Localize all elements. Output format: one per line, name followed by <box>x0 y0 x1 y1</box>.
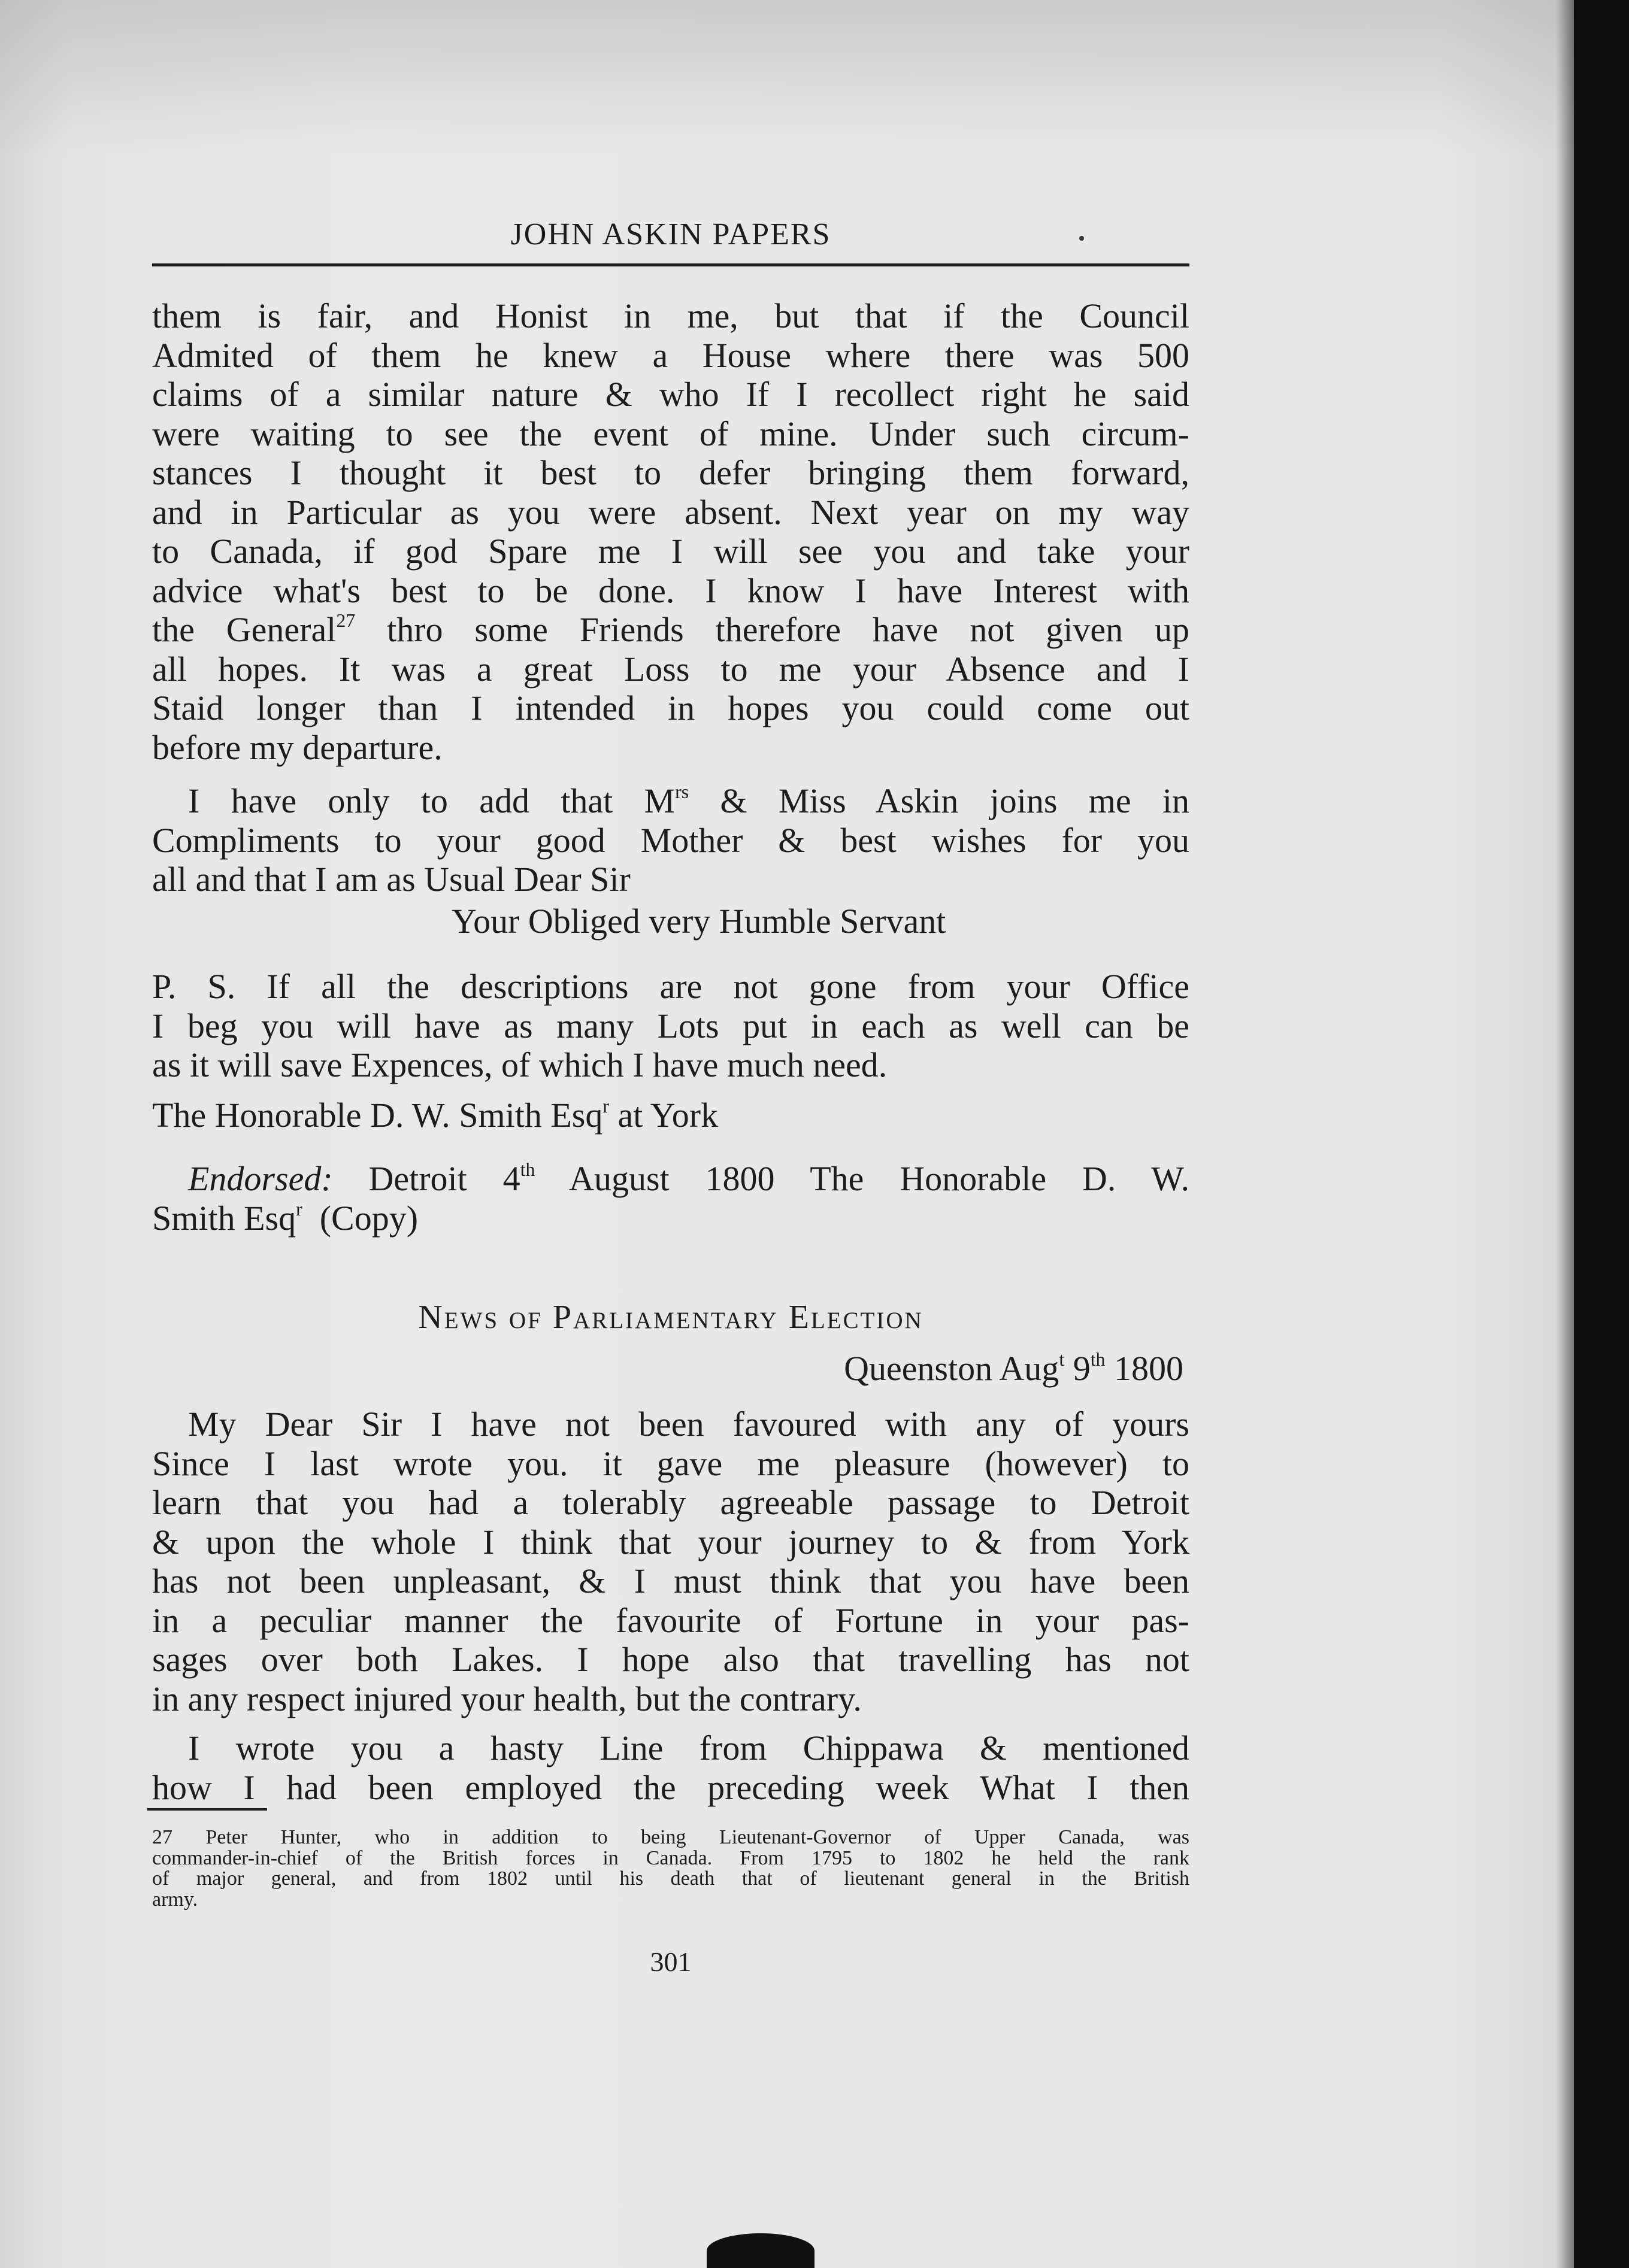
superscript: th <box>520 1159 535 1181</box>
text-line <box>152 650 1189 689</box>
text-run: Smith Esq <box>152 1198 296 1238</box>
text-line <box>152 532 1189 571</box>
text-run: thro some Friends therefore have not given up <box>355 610 1190 649</box>
letter-closing: Your Obliged very Humble Servant <box>452 902 946 941</box>
address-line <box>152 1096 1189 1135</box>
paragraph-1 <box>152 296 1189 767</box>
text-run: (Copy) <box>302 1198 419 1238</box>
footnote-rule <box>147 1808 267 1811</box>
text-run: The Honorable D. W. Smith Esq <box>152 1096 603 1135</box>
text-run: commander-in-chief of the British forces in Canada. From 1795 to 1802 he held the rank <box>152 1846 1189 1869</box>
text-run: 27 Peter Hunter, who in addition to being Lieutenant-Governor of Upper Canada, was <box>152 1826 1189 1848</box>
postscript <box>152 967 1189 1085</box>
text-run: Detroit 4 <box>332 1159 520 1198</box>
text-run: sages over both Lakes. I hope also that travelling has not <box>152 1640 1189 1679</box>
text-line <box>152 1729 1189 1768</box>
text-line <box>152 967 1189 1006</box>
text-run: Compliments to your good Mother & best wishes for you <box>152 820 1189 860</box>
scan-border <box>1574 0 1629 2268</box>
text-line <box>152 336 1189 375</box>
footnote-27 <box>152 1827 1189 1910</box>
text-run: My Dear Sir I have not been favoured with any of yours <box>188 1405 1189 1444</box>
text-run: in any respect injured your health, but the contrary. <box>152 1679 862 1718</box>
text-run: Admited of them he knew a House where there was 500 <box>152 335 1189 375</box>
superscript: r <box>602 1096 609 1117</box>
superscript: th <box>1090 1349 1106 1370</box>
text-run: Staid longer than I intended in hopes you could come out <box>152 689 1189 727</box>
text-line <box>152 1848 1189 1869</box>
text-line <box>152 610 1189 650</box>
text-line <box>152 1601 1189 1641</box>
paragraph-4 <box>152 1729 1189 1807</box>
text-line <box>152 375 1189 414</box>
text-run: 9 <box>1064 1349 1091 1388</box>
text-line <box>152 689 1189 728</box>
text-run: & upon the whole I think that your journey to & from York <box>152 1522 1189 1561</box>
text-line <box>152 1006 1189 1046</box>
text-line <box>152 860 1189 899</box>
text-line <box>152 1523 1189 1562</box>
text-line <box>152 296 1189 336</box>
text-run: were waiting to see the event of mine. Under such circum- <box>152 414 1189 453</box>
text-line <box>152 1045 1189 1085</box>
text-run: advice what's best to be done. I know I have Interest with <box>152 571 1189 610</box>
superscript: 27 <box>336 610 356 632</box>
text-line <box>152 414 1189 454</box>
text-run: them is fair, and Honist in me, but that if the Council <box>152 296 1189 335</box>
text-line <box>152 1444 1189 1484</box>
text-line <box>152 1096 1189 1135</box>
text-line <box>152 1640 1189 1679</box>
text-line <box>152 1405 1189 1444</box>
page-number: 301 <box>650 1946 692 1977</box>
superscript: rs <box>675 781 689 803</box>
text-run: claims of a similar nature & who If I recollect right he said <box>152 375 1189 414</box>
endorsement <box>152 1159 1189 1238</box>
italic-label: Endorsed: <box>188 1159 333 1198</box>
text-line <box>152 1827 1189 1848</box>
dateline <box>844 1348 1183 1388</box>
text-line <box>152 821 1189 860</box>
text-run: in a peculiar manner the favourite of Fortune in your pas- <box>152 1600 1189 1640</box>
text-run: August 1800 The Honorable D. W. <box>535 1159 1189 1198</box>
text-line <box>152 1679 1189 1719</box>
text-run: of major general, and from 1802 until his death that of lieutenant general in the British <box>152 1867 1189 1890</box>
text-run: learn that you had a tolerably agreeable passage to Detroit <box>152 1483 1189 1522</box>
superscript: r <box>296 1198 302 1220</box>
text-run: all and that I am as Usual Dear Sir <box>152 860 631 899</box>
text-line <box>152 1159 1189 1199</box>
text-line <box>152 781 1189 821</box>
text-line <box>152 493 1189 532</box>
text-run: Queenston Aug <box>844 1349 1059 1388</box>
scan-tear <box>707 2233 814 2268</box>
text-run: the General <box>152 610 337 649</box>
page-shadow <box>0 0 1629 156</box>
section-heading: News of Parliamentary Election <box>418 1299 923 1336</box>
text-run: to Canada, if god Spare me I will see you and take your <box>152 532 1189 571</box>
text-run: army. <box>152 1888 198 1911</box>
page-edge-shadow <box>1556 0 1574 2268</box>
text-run: Since I last wrote you. it gave me pleasure (however) to <box>152 1444 1189 1483</box>
paragraph-3 <box>152 1405 1189 1718</box>
text-line <box>152 1561 1189 1601</box>
text-line <box>152 571 1189 611</box>
text-run: at York <box>608 1096 719 1135</box>
text-line <box>152 1483 1189 1523</box>
text-run: as it will save Expences, of which I have much need. <box>152 1045 888 1084</box>
text-run: stances I thought it best to defer bringing them forward, <box>152 453 1189 492</box>
text-run: I have only to add that M <box>188 781 676 820</box>
header-rule <box>152 263 1189 266</box>
superscript: t <box>1059 1349 1065 1370</box>
text-run: I beg you will have as many Lots put in each as well can be <box>152 1006 1189 1045</box>
ink-dot <box>1079 236 1084 241</box>
text-line <box>152 1768 1189 1808</box>
text-run: how I had been employed the preceding week What I then <box>152 1767 1189 1807</box>
text-run: 1800 <box>1105 1349 1183 1388</box>
text-line <box>152 1890 1189 1911</box>
text-run: I wrote you a hasty Line from Chippawa & mentioned <box>188 1729 1189 1767</box>
text-line <box>152 1869 1189 1890</box>
text-run: before my departure. <box>152 727 443 767</box>
text-run: and in Particular as you were absent. Next year on my way <box>152 492 1189 532</box>
text-run: all hopes. It was a great Loss to me your Absence and I <box>152 649 1189 689</box>
text-line <box>152 728 1189 768</box>
text-run: has not been unpleasant, & I must think that you have been <box>152 1561 1189 1600</box>
text-line <box>152 1199 1189 1238</box>
paragraph-2 <box>152 781 1189 899</box>
running-head: JOHN ASKIN PAPERS <box>510 217 831 251</box>
text-run: P. S. If all the descriptions are not gone from your Office <box>152 967 1189 1006</box>
text-run: & Miss Askin joins me in <box>689 781 1189 820</box>
text-line <box>152 453 1189 493</box>
